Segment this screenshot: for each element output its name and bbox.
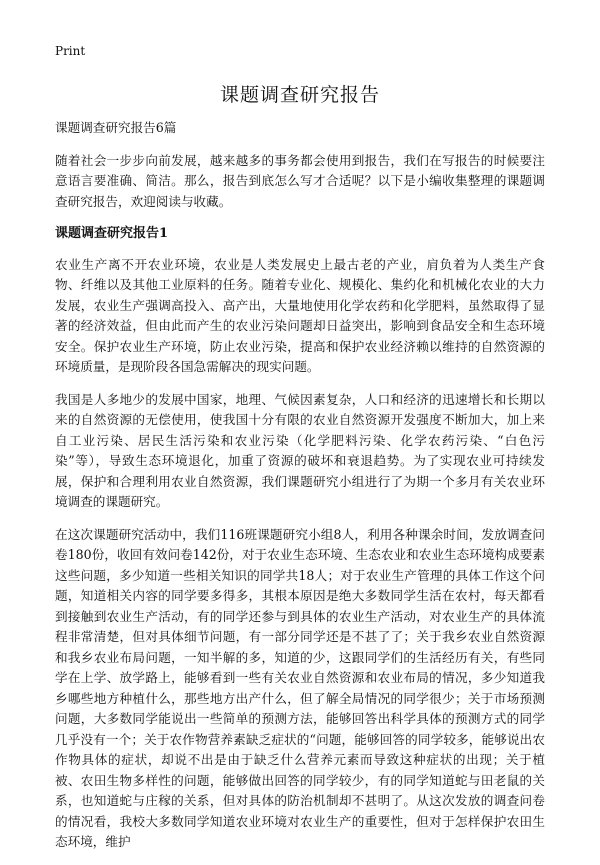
document-title: 课题调查研究报告 [219, 84, 380, 106]
document-subtitle: 课题调查研究报告6篇 [55, 120, 177, 135]
intro-paragraph: 随着社会一步步向前发展，越来越多的事务都会使用到报告，我们在写报告的时候要注意语言要准确、简洁。那么，报告到底怎么写才合适呢？以下是小编收集整理的课题调查研究报告，欢迎阅读与收藏。 [55, 152, 545, 209]
body-paragraph: 农业生产离不开农业环境，农业是人类发展史上最古老的产业，肩负着为人类生产食物、纤维以及其他工业原料的任务。随着专业化、规模化、集约化和机械化农业的大力发展，农业生产强调高投入、高产出，大量地使用化学农药和化学肥料，虽然取得了显著的经济效益，但由此而产生的农业污染问题却日益突出，影响到食品安全和生态环境安全。保护农业生产环境，防止农业污染，提高和保护农业经济赖以维持的自然资源的环境质量，是现阶段各国急需解决的现实问题。 [55, 256, 545, 374]
document-body [55, 118, 545, 865]
body-paragraph: 我国是人多地少的发展中国家，地理、气候因素复杂，人口和经济的迅速增长和长期以来的自然资源的无偿使用，使我国十分有限的农业自然资源开发强度不断加大，加上来自工业污染、居民生活污染和农业污染（化学肥料污染、化学农药污染、“白色污染”等），导致生态环境退化，加重了资源的破坏和衰退趋势。为了实现农业可持续发展，保护和合理利用农业自然资源，我们课题研究小组进行了为期一个多月有关农业环境调查的课题研究。 [55, 391, 545, 509]
print-link[interactable]: Print [55, 44, 86, 58]
body-paragraph: 在这次课题研究活动中，我们116班课题研究小组8人，利用各种课余时间，发放调查问卷180份，收回有效问卷142份，对于农业生态环境、生态农业和农业生态环境构成要素这些问题，多少知道一些相关知识的同学共18人；对于农业生产管理的具体工作这个问题，知道相关内容的同学要多得多，其根本原因是绝大多数同学生活在农村，每天都看到接触到农业生产活动，有的同学还参与到具体的农业生产活动，对农业生产的具体流程非常清楚，但对具体细节问题，有一部分同学还是不甚了了；关于我乡农业自然资源和我乡农业布局问题，一知半解的多，知道的少，这跟同学们的生活经历有关，有些同学在上学、放学路上，能够看到一些有关农业自然资源和农业布局的情况，多少知道我乡哪些地方种植什么，那些地方出产什么，但了解全局情况的同学很少；关于市场预测问题，大多数同学能说出一些简单的预测方法，能够回答出科学具体的预测方式的同学几乎没有一个；关于农作物营养素缺乏症状的“问题，能够回答的同学较多，能够说出农作物具体的症状，却说不出是由于缺乏什么营养元素而导致这种症状的出现；关于植被、农田生物多样性的问题，能够做出回答的同学较少，有的同学知道蛇与田老鼠的关系，也知道蛇与庄稼的关系，但对具体的防治机制却不甚明了。从这次发放的调查问卷的情况看，我校大多数同学知道农业环境对农业生产的重要性，但对于怎样保护农田生态环境，维护 [55, 526, 545, 849]
section-heading: 课题调查研究报告1 [55, 226, 169, 241]
